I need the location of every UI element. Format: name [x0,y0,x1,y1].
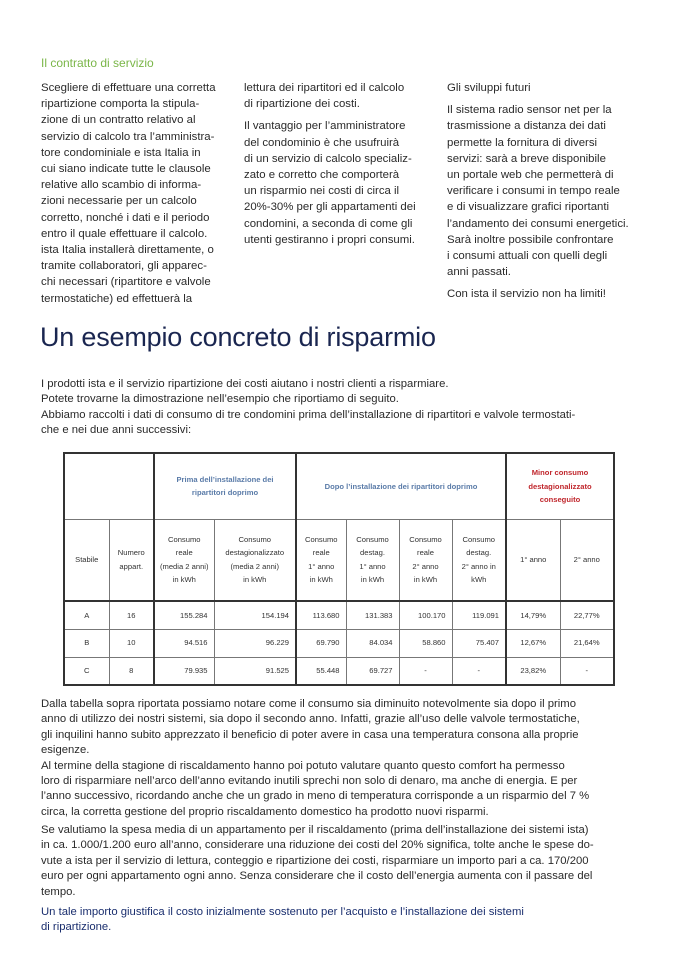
page-title: Un esempio concreto di risparmio [40,322,436,352]
text-line: termostatiche) ed effettuerà la [41,292,193,305]
future-heading: Gli sviluppi futuri [447,82,531,94]
text-line: 20%-30% per gli appartamenti dei [244,201,416,214]
cell-value: 94.516 [154,629,214,657]
cell-value: 131.383 [346,601,399,629]
text-line: Se valutiamo la spesa media di un appartamento per il riscaldamento (prima dell’installazione dei sistemi ista) [41,824,589,836]
cell-value: 69.727 [346,657,399,685]
text-line: Il sistema radio sensor net per la [447,104,612,117]
cell-value: 96.229 [214,629,296,657]
cell-value: 84.034 [346,629,399,657]
text-line: loro di risparmiare nell’arco dell’anno evitando inutili sprechi non solo di denaro, ma anche di energia. E per [41,775,578,788]
text-line: trasmissione a distanza dei dati [447,120,606,133]
contract-paragraph-1 [41,80,241,307]
text-line: l’anno successivo, ricordando anche che un grado in meno di temperatura corrisponde a un risparmio del 7 % [41,790,590,803]
header-line: Consumo [168,534,201,544]
cell-numero-appart: 16 [109,601,154,629]
text-line: Scegliere di effettuare una corretta [41,82,216,94]
text-line: in ca. 1.000/1.200 euro all’anno, considerare una riduzione dei costi del 20% significa, tolte anche le spese do- [41,839,594,852]
text-line: anni passati. [447,266,511,279]
header-line: Minor consumo [531,468,589,477]
header-line: in kWh [172,575,196,585]
text-line: zioni necessarie per un calcolo [41,195,197,208]
group-header-savings [506,453,614,519]
cell-stabile: B [64,629,109,657]
text-line: Un tale importo giustifica il costo inizialmente sostenuto per l’acquisto e l’installazione dei sistemi [41,906,524,918]
text-line: servizio di calcolo tra l’amministra- [41,130,215,143]
header-line: 2° anno [573,555,600,564]
header-line: destagionalizzato [528,481,592,491]
cell-value: 119.091 [452,601,506,629]
column-header-destag-1-anno [346,519,399,601]
contract-column-1 [41,80,241,313]
text-line: euro per ogni appartamento ogni anno. Senza considerare che il costo dell’energia aumenta con il passare del [41,870,593,883]
text-line: Il vantaggio per l’amministratore [244,120,406,133]
cell-percent: 21,64% [560,629,614,657]
header-line: in kWh [360,575,385,585]
group-header-after: Dopo l’installazione dei ripartitori doprimo [296,453,506,519]
header-line: in kWh [413,575,438,585]
cell-numero-appart: 10 [109,629,154,657]
table-row [64,629,614,657]
text-line: esigenze. [41,744,90,757]
column-header-stabile [64,519,109,601]
text-line: servizi: sarà a breve disponibile [447,152,606,165]
column-header-savings-2-anno [560,519,614,601]
contract-paragraph-2 [244,80,444,112]
analysis-paragraph-2 [41,823,641,900]
text-line: un risparmio nei costi di circa il [244,185,400,198]
header-line: 2° anno in [461,561,496,571]
cell-percent: 22,77% [560,601,614,629]
consumption-table [63,452,615,686]
table-column-header-row [64,519,614,601]
cell-stabile: A [64,601,109,629]
text-line: I prodotti ista e il servizio ripartizione dei costi aiutano i nostri clienti a risparmiare. [41,378,449,390]
contract-heading: Il contratto di servizio [41,56,154,70]
cell-percent: - [560,657,614,685]
header-line: Consumo [409,534,442,544]
table-group-header-row [64,453,614,519]
cell-value: 113.680 [296,601,346,629]
future-paragraph-2: Con ista il servizio non ha limiti! [447,288,606,301]
cell-value: 69.790 [296,629,346,657]
analysis-paragraph-1 [41,697,641,820]
text-line: verificare i consumi in tempo reale [447,185,620,198]
header-line: Consumo [305,534,338,544]
cell-value: 75.407 [452,629,506,657]
cell-percent: 12,67% [506,629,560,657]
text-line: Dalla tabella sopra riportata possiamo notare come il consumo sia diminuito notevolmente sia dopo il primo [41,698,576,710]
text-line: utenti gestiranno i propri consumi. [244,233,415,246]
text-line: del condominio è che usufruirà [244,136,400,149]
text-line: di un servizio di calcolo specializ- [244,152,412,165]
header-line: reale [417,548,434,558]
header-line: 2° anno [412,561,439,571]
header-line: kWh [471,575,487,585]
cell-value: 91.525 [214,657,296,685]
cell-value: 154.194 [214,601,296,629]
table-row [64,657,614,685]
header-line: Prima dell’installazione dei [176,474,274,484]
cell-stabile: C [64,657,109,685]
header-line: destag. [466,548,492,558]
header-line: destag. [360,548,385,558]
column-header-reale-1-anno [296,519,346,601]
column-header-consumo-destag-media [214,519,296,601]
column-header-numero-appart [109,519,154,601]
text-line: Abbiamo raccolti i dati di consumo di tre condomini prima dell’installazione di ripartitori e valvole termostati- [41,408,576,421]
column-header-destag-2-anno [452,519,506,601]
text-line: lettura dei ripartitori ed il calcolo [244,82,405,94]
text-line: tempo. [41,885,76,898]
header-line: Numero [117,548,145,558]
cell-value: 155.284 [154,601,214,629]
text-line: ista Italia installerà direttamente, o [41,244,214,257]
cell-value: 100.170 [399,601,452,629]
header-line: in kWh [309,575,333,585]
text-line: un portale web che permetterà di [447,169,614,182]
text-line: i consumi attuali con quelli degli [447,250,608,263]
group-header-before [154,453,296,519]
header-line: Stabile [75,555,99,564]
header-line: in kWh [243,575,267,585]
header-line: Consumo [356,534,389,544]
cell-percent: 14,79% [506,601,560,629]
text-line: l’andamento dei consumi energetici. [447,217,629,230]
column-header-consumo-reale-media [154,519,214,601]
text-line: zione di un contratto relativo al [41,114,196,127]
cell-value: 79.935 [154,657,214,685]
header-line: reale [312,548,330,558]
cell-value: 55.448 [296,657,346,685]
contract-column-2 [244,80,444,254]
future-column [447,80,667,309]
cell-value: 58.860 [399,629,452,657]
text-line: relative allo scambio di informa- [41,179,202,192]
text-line: di ripartizione. [41,921,112,934]
text-line: chi necessari (ripartitore e valvole [41,276,211,289]
header-line: ripartitori doprimo [191,488,259,498]
contract-paragraph-3 [244,118,444,248]
header-line: appart. [119,561,144,571]
cell-value: - [399,657,452,685]
text-line: anno di utilizzo dei nostri sistemi, sia dopo il secondo anno. Infatti, grazie all’uso delle valvole termostatiche, [41,713,580,726]
text-line: e di visualizzare grafici riportanti [447,201,610,214]
cell-percent: 23,82% [506,657,560,685]
column-header-reale-2-anno [399,519,452,601]
text-line: Potete trovarne la dimostrazione nell’esempio che riportiamo di seguito. [41,393,399,406]
table-row [64,601,614,629]
text-line: zato e corretto che comporterà [244,169,400,182]
text-line: vute a ista per il servizio di lettura, conteggio e ripartizione dei costi, risparmiare un importo pari a ca. 170/200 [41,854,589,867]
text-line: ripartizione comporta la stipula- [41,98,200,111]
text-line: cui siano indicate tutte le clausole [41,163,211,176]
text-line: entro il quale effettuare il calcolo. [41,227,208,240]
empty-header-cell [64,453,154,519]
header-line: Consumo [238,534,271,544]
text-line: circa, la corretta gestione del proprio riscaldamento domestico ha prodotto nuovi risparmi. [41,805,489,818]
header-line: destagionalizzato [225,548,285,558]
text-line: Al termine della stagione di riscaldamento hanno poi potuto valutare quanto questo comfort ha permesso [41,759,565,772]
text-line: corretto, nonché i dati e il periodo [41,211,210,224]
text-line: tramite collaboratori, gli apparec- [41,260,207,273]
text-line: Sarà inoltre possibile confrontare [447,233,614,246]
closing-paragraph [41,905,641,936]
header-line: (media 2 anni) [230,561,280,571]
text-line: gli inquilini hanno subito apprezzato il beneficio di poter avere in casa una temperatura consona alla proprie [41,728,579,741]
future-paragraph-1 [447,102,667,280]
header-line: conseguito [539,495,581,504]
header-line: (media 2 anni) [159,561,209,571]
text-line: di ripartizione dei costi. [244,98,360,111]
text-line: condomini, a seconda di come gli [244,217,413,230]
header-line: 1° anno [520,555,547,564]
cell-numero-appart: 8 [109,657,154,685]
header-line: 1° anno [308,561,335,571]
text-line: tore condominiale e ista Italia in [41,146,201,159]
column-header-savings-1-anno [506,519,560,601]
header-line: reale [175,548,193,558]
header-line: 1° anno [359,561,386,571]
header-line: Consumo [462,534,495,544]
text-line: permette la fornitura di diversi [447,136,598,149]
intro-paragraph [41,377,641,438]
text-line: che e nei due anni successivi: [41,423,192,436]
cell-value: - [452,657,506,685]
